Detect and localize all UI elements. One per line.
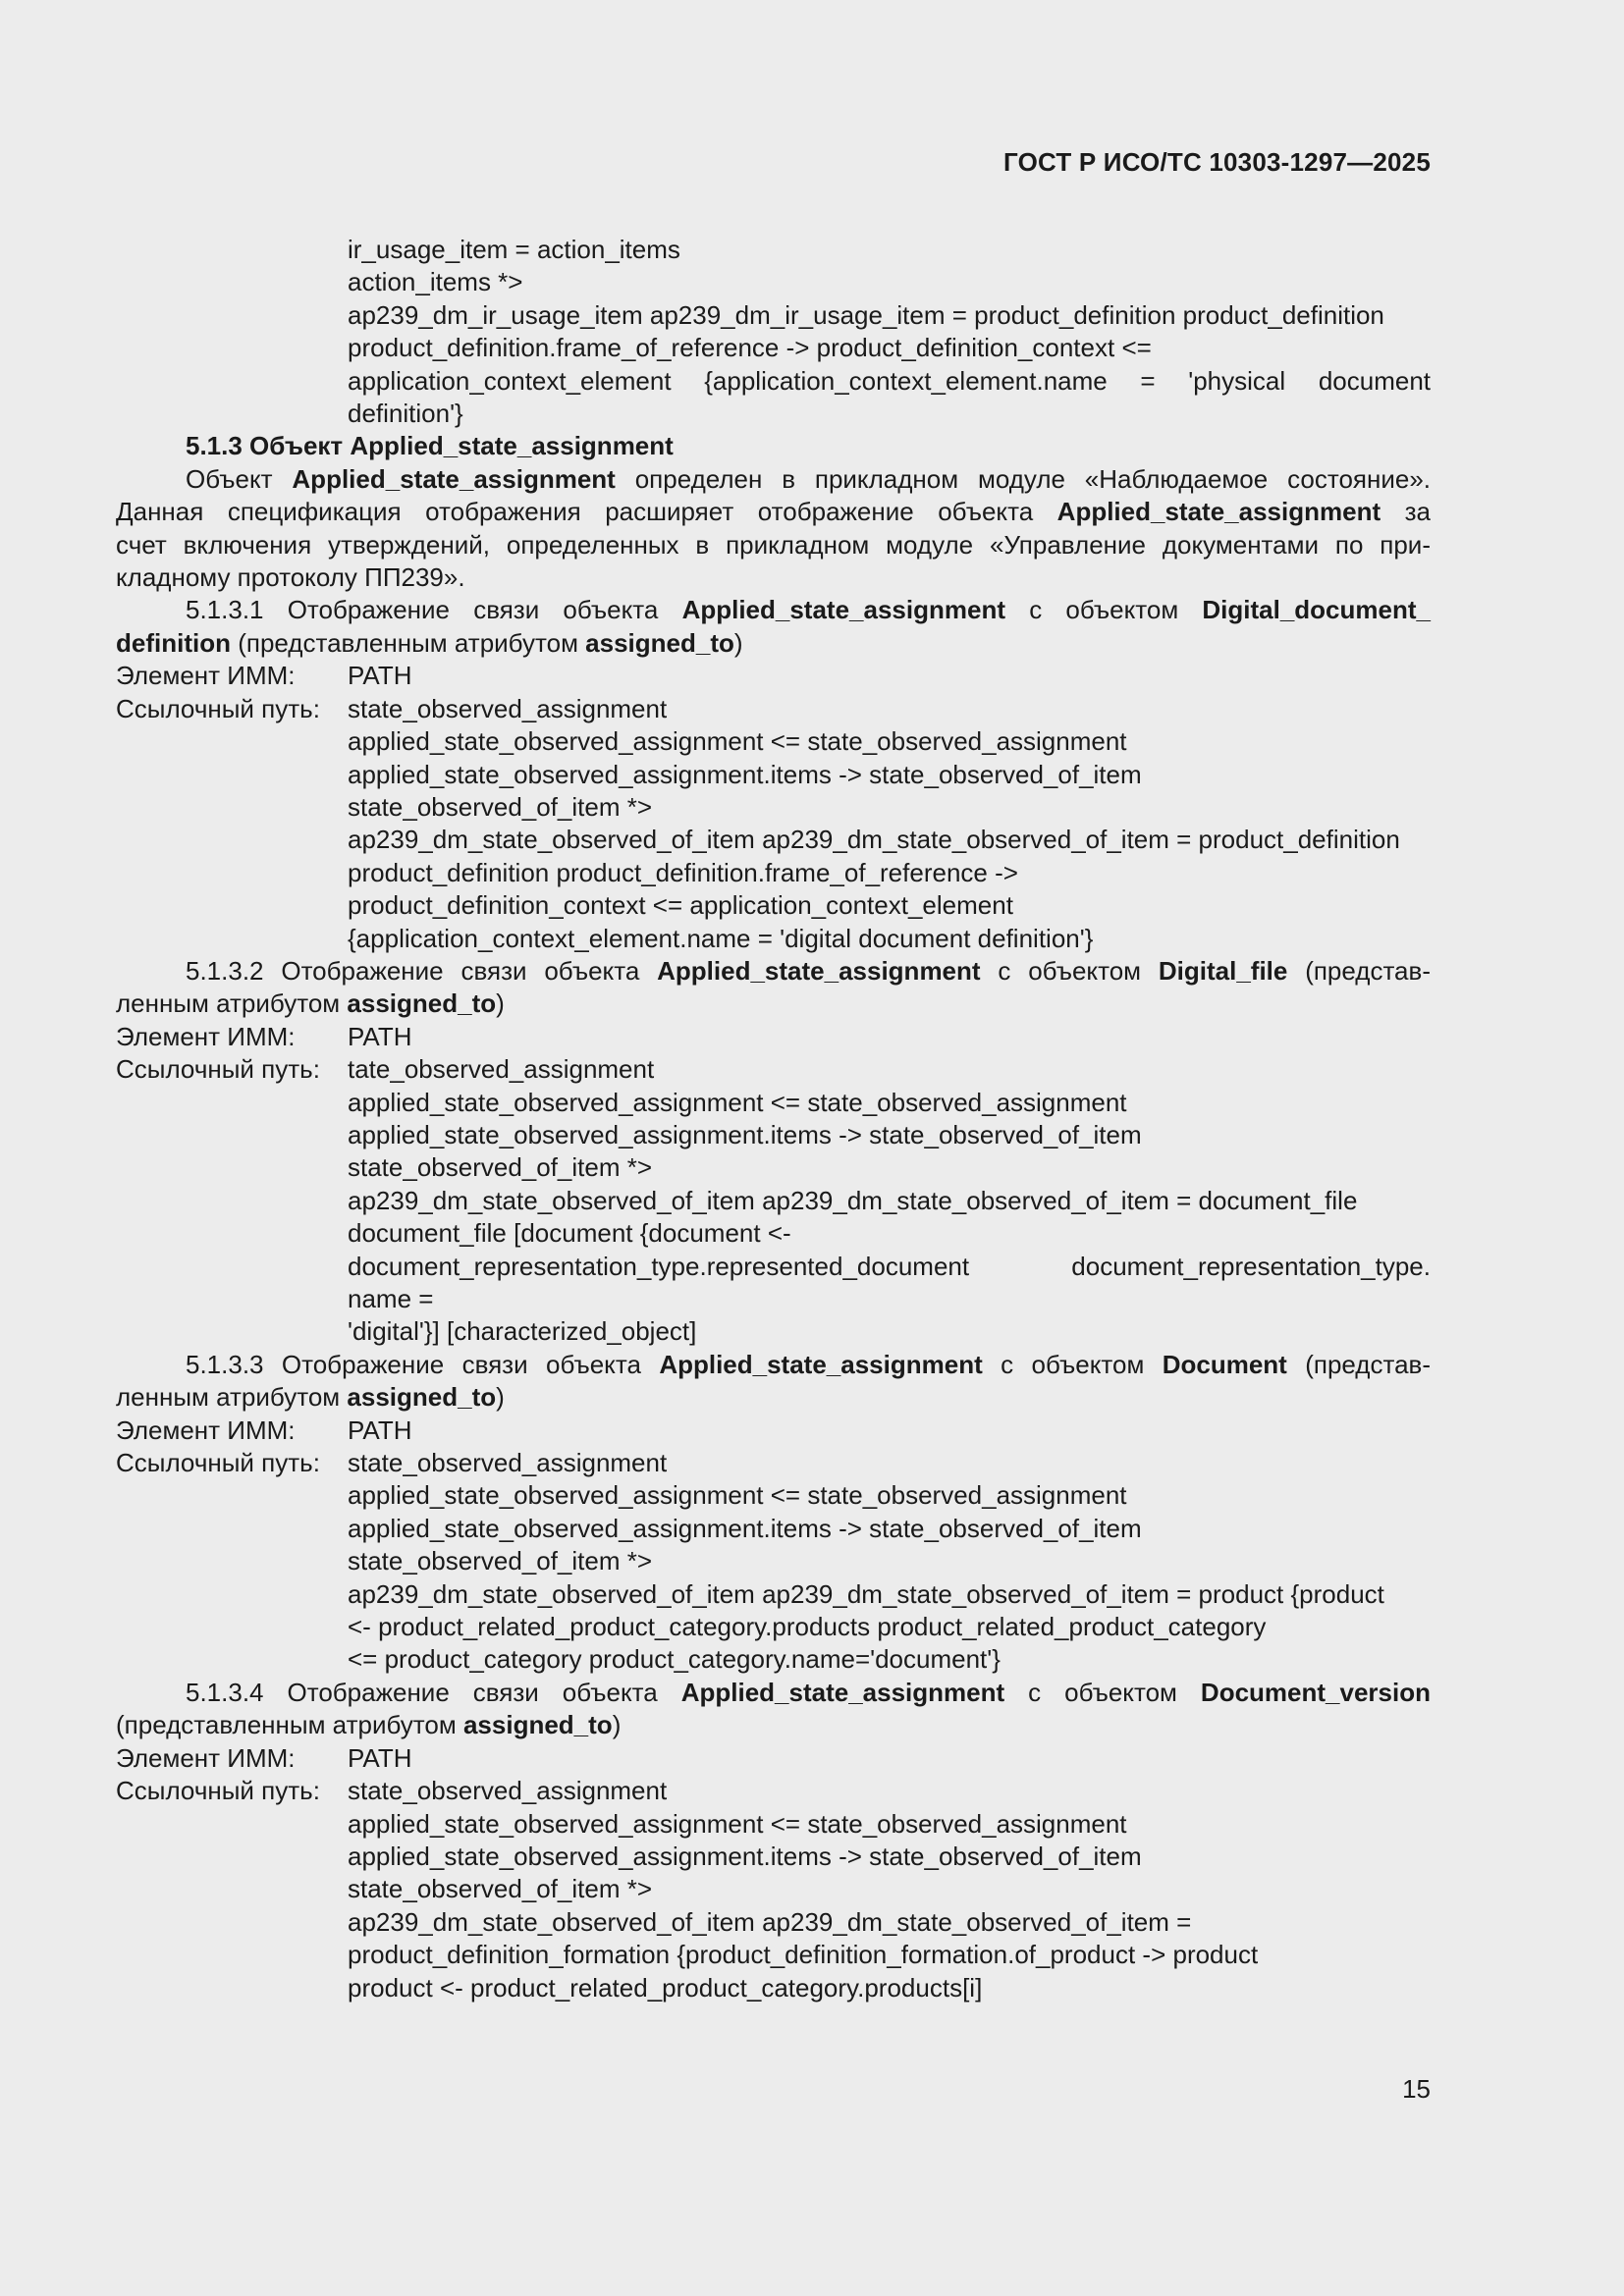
path-line: ap239_dm_state_observed_of_item ap239_dm_state_observed_of_item = product {product: [348, 1578, 1384, 1609]
path-row: [116, 693, 1431, 725]
element-row: [116, 1021, 1431, 1053]
page-number: 15: [1402, 2074, 1431, 2104]
path-line: applied_state_observed_assignment.items -> state_observed_of_item: [348, 1513, 1142, 1543]
path-line: product_definition_context <= application_context_element: [348, 890, 1013, 921]
path-line: <= product_category product_category.name='document'}: [348, 1644, 1001, 1675]
path-line: ap239_dm_state_observed_of_item ap239_dm_state_observed_of_item = product_definition: [348, 825, 1400, 855]
subsection-heading: 5.1.3.2 Отображение связи объекта Applied_state_assignment с объектом Digital_file (представ-: [186, 955, 1431, 986]
top-path-block: [116, 234, 1431, 430]
path-label: Ссылочный путь:: [116, 1776, 320, 1806]
path-line: state_observed_of_item *>: [348, 1152, 653, 1183]
path-line: document_file [document {document <-: [348, 1218, 791, 1249]
paragraph-line: Объект Applied_state_assignment определен в прикладном модуле «Наблюдаемое состояние».: [186, 463, 1432, 494]
path-label: Ссылочный путь:: [116, 1054, 320, 1085]
path-line: state_observed_of_item *>: [348, 791, 653, 822]
path-line: state_observed_assignment: [348, 693, 668, 723]
subsection-5-1-3-1: [116, 594, 1431, 954]
path-row: [116, 1053, 1431, 1086]
path-line: product_definition_formation {product_definition_formation.of_product -> product: [348, 1940, 1259, 1970]
paragraph-line: Данная спецификация отображения расширяет отображение объекта Applied_state_assignment за: [116, 497, 1431, 527]
path-line: {application_context_element.name = 'digital document definition'}: [348, 923, 1094, 953]
element-label: Элемент ИММ:: [116, 1415, 296, 1445]
path-line: ap239_dm_state_observed_of_item ap239_dm_state_observed_of_item =: [348, 1906, 1192, 1937]
path-line: document_representation_type.represented_document document_representation_type.: [348, 1251, 1431, 1281]
subsection-5-1-3-4: [116, 1677, 1431, 2004]
path-line: definition'}: [348, 399, 463, 429]
subsection-heading: ленным атрибутом assigned_to): [116, 988, 505, 1019]
subsection-5-1-3-3: [116, 1349, 1431, 1677]
element-row: [116, 1415, 1431, 1447]
paragraph-line: кладному протоколу ПП239».: [116, 562, 465, 593]
element-value: PATH: [348, 1742, 412, 1773]
path-line: tate_observed_assignment: [348, 1054, 655, 1085]
path-row: [116, 1447, 1431, 1479]
section-paragraph: [116, 463, 1431, 595]
path-line: state_observed_of_item *>: [348, 1874, 653, 1904]
subsection-5-1-3-2: [116, 955, 1431, 1349]
document-header: ГОСТ Р ИСО/ТС 10303-1297—2025: [1002, 147, 1431, 177]
section-title: 5.1.3 Объект Applied_state_assignment: [186, 431, 674, 461]
path-line: applied_state_observed_assignment <= state_observed_assignment: [348, 1087, 1127, 1117]
path-row: [116, 1775, 1431, 1807]
subsection-heading: 5.1.3.4 Отображение связи объекта Applied_state_assignment с объектом Document_version: [186, 1677, 1431, 1707]
path-line: product <- product_related_product_category.products[i]: [348, 1972, 983, 2002]
element-label: Элемент ИММ:: [116, 661, 296, 691]
path-label: Ссылочный путь:: [116, 1448, 320, 1478]
element-label: Элемент ИММ:: [116, 1742, 296, 1773]
path-line: name =: [348, 1284, 434, 1313]
subsection-heading: 5.1.3.1 Отображение связи объекта Applied_state_assignment с объектом Digital_document_: [186, 595, 1431, 625]
subsection-heading: (представленным атрибутом assigned_to): [116, 1710, 622, 1740]
path-line: applied_state_observed_assignment.items -> state_observed_of_item: [348, 1841, 1142, 1871]
paragraph-line: счет включения утверждений, определенных в прикладном модуле «Управление документами по при-: [116, 529, 1431, 560]
path-line: action_items *>: [348, 267, 523, 297]
path-line: applied_state_observed_assignment <= state_observed_assignment: [348, 726, 1127, 757]
element-value: PATH: [348, 1021, 412, 1051]
subsection-heading: ленным атрибутом assigned_to): [116, 1382, 505, 1413]
element-value: PATH: [348, 661, 412, 691]
path-line: ap239_dm_state_observed_of_item ap239_dm_state_observed_of_item = document_file: [348, 1185, 1358, 1215]
path-line: applied_state_observed_assignment <= state_observed_assignment: [348, 1480, 1127, 1511]
element-row: [116, 660, 1431, 692]
page-body: [116, 234, 1431, 2004]
path-line: product_definition.frame_of_reference -> product_definition_context <=: [348, 333, 1152, 363]
element-value: PATH: [348, 1415, 412, 1445]
path-line: 'digital'}] [characterized_object]: [348, 1316, 697, 1347]
element-row: [116, 1742, 1431, 1775]
path-line: state_observed_assignment: [348, 1776, 668, 1806]
path-line: state_observed_of_item *>: [348, 1546, 653, 1576]
path-line: ir_usage_item = action_items: [348, 235, 680, 264]
path-line: applied_state_observed_assignment.items -> state_observed_of_item: [348, 759, 1142, 789]
path-line: application_context_element {application_context_element.name = 'physical document: [348, 365, 1431, 396]
path-line: applied_state_observed_assignment <= state_observed_assignment: [348, 1808, 1127, 1839]
path-line: applied_state_observed_assignment.items -> state_observed_of_item: [348, 1119, 1142, 1149]
path-label: Ссылочный путь:: [116, 693, 320, 723]
subsection-heading: 5.1.3.3 Отображение связи объекта Applied_state_assignment с объектом Document (представ-: [186, 1349, 1432, 1379]
path-line: product_definition product_definition.frame_of_reference ->: [348, 857, 1018, 887]
path-line: <- product_related_product_category.products product_related_product_category: [348, 1612, 1267, 1642]
subsection-heading: definition (представленным атрибутом assigned_to): [116, 627, 743, 658]
path-line: ap239_dm_ir_usage_item ap239_dm_ir_usage_item = product_definition product_definition: [348, 299, 1384, 330]
path-line: state_observed_assignment: [348, 1448, 668, 1478]
element-label: Элемент ИММ:: [116, 1021, 296, 1051]
